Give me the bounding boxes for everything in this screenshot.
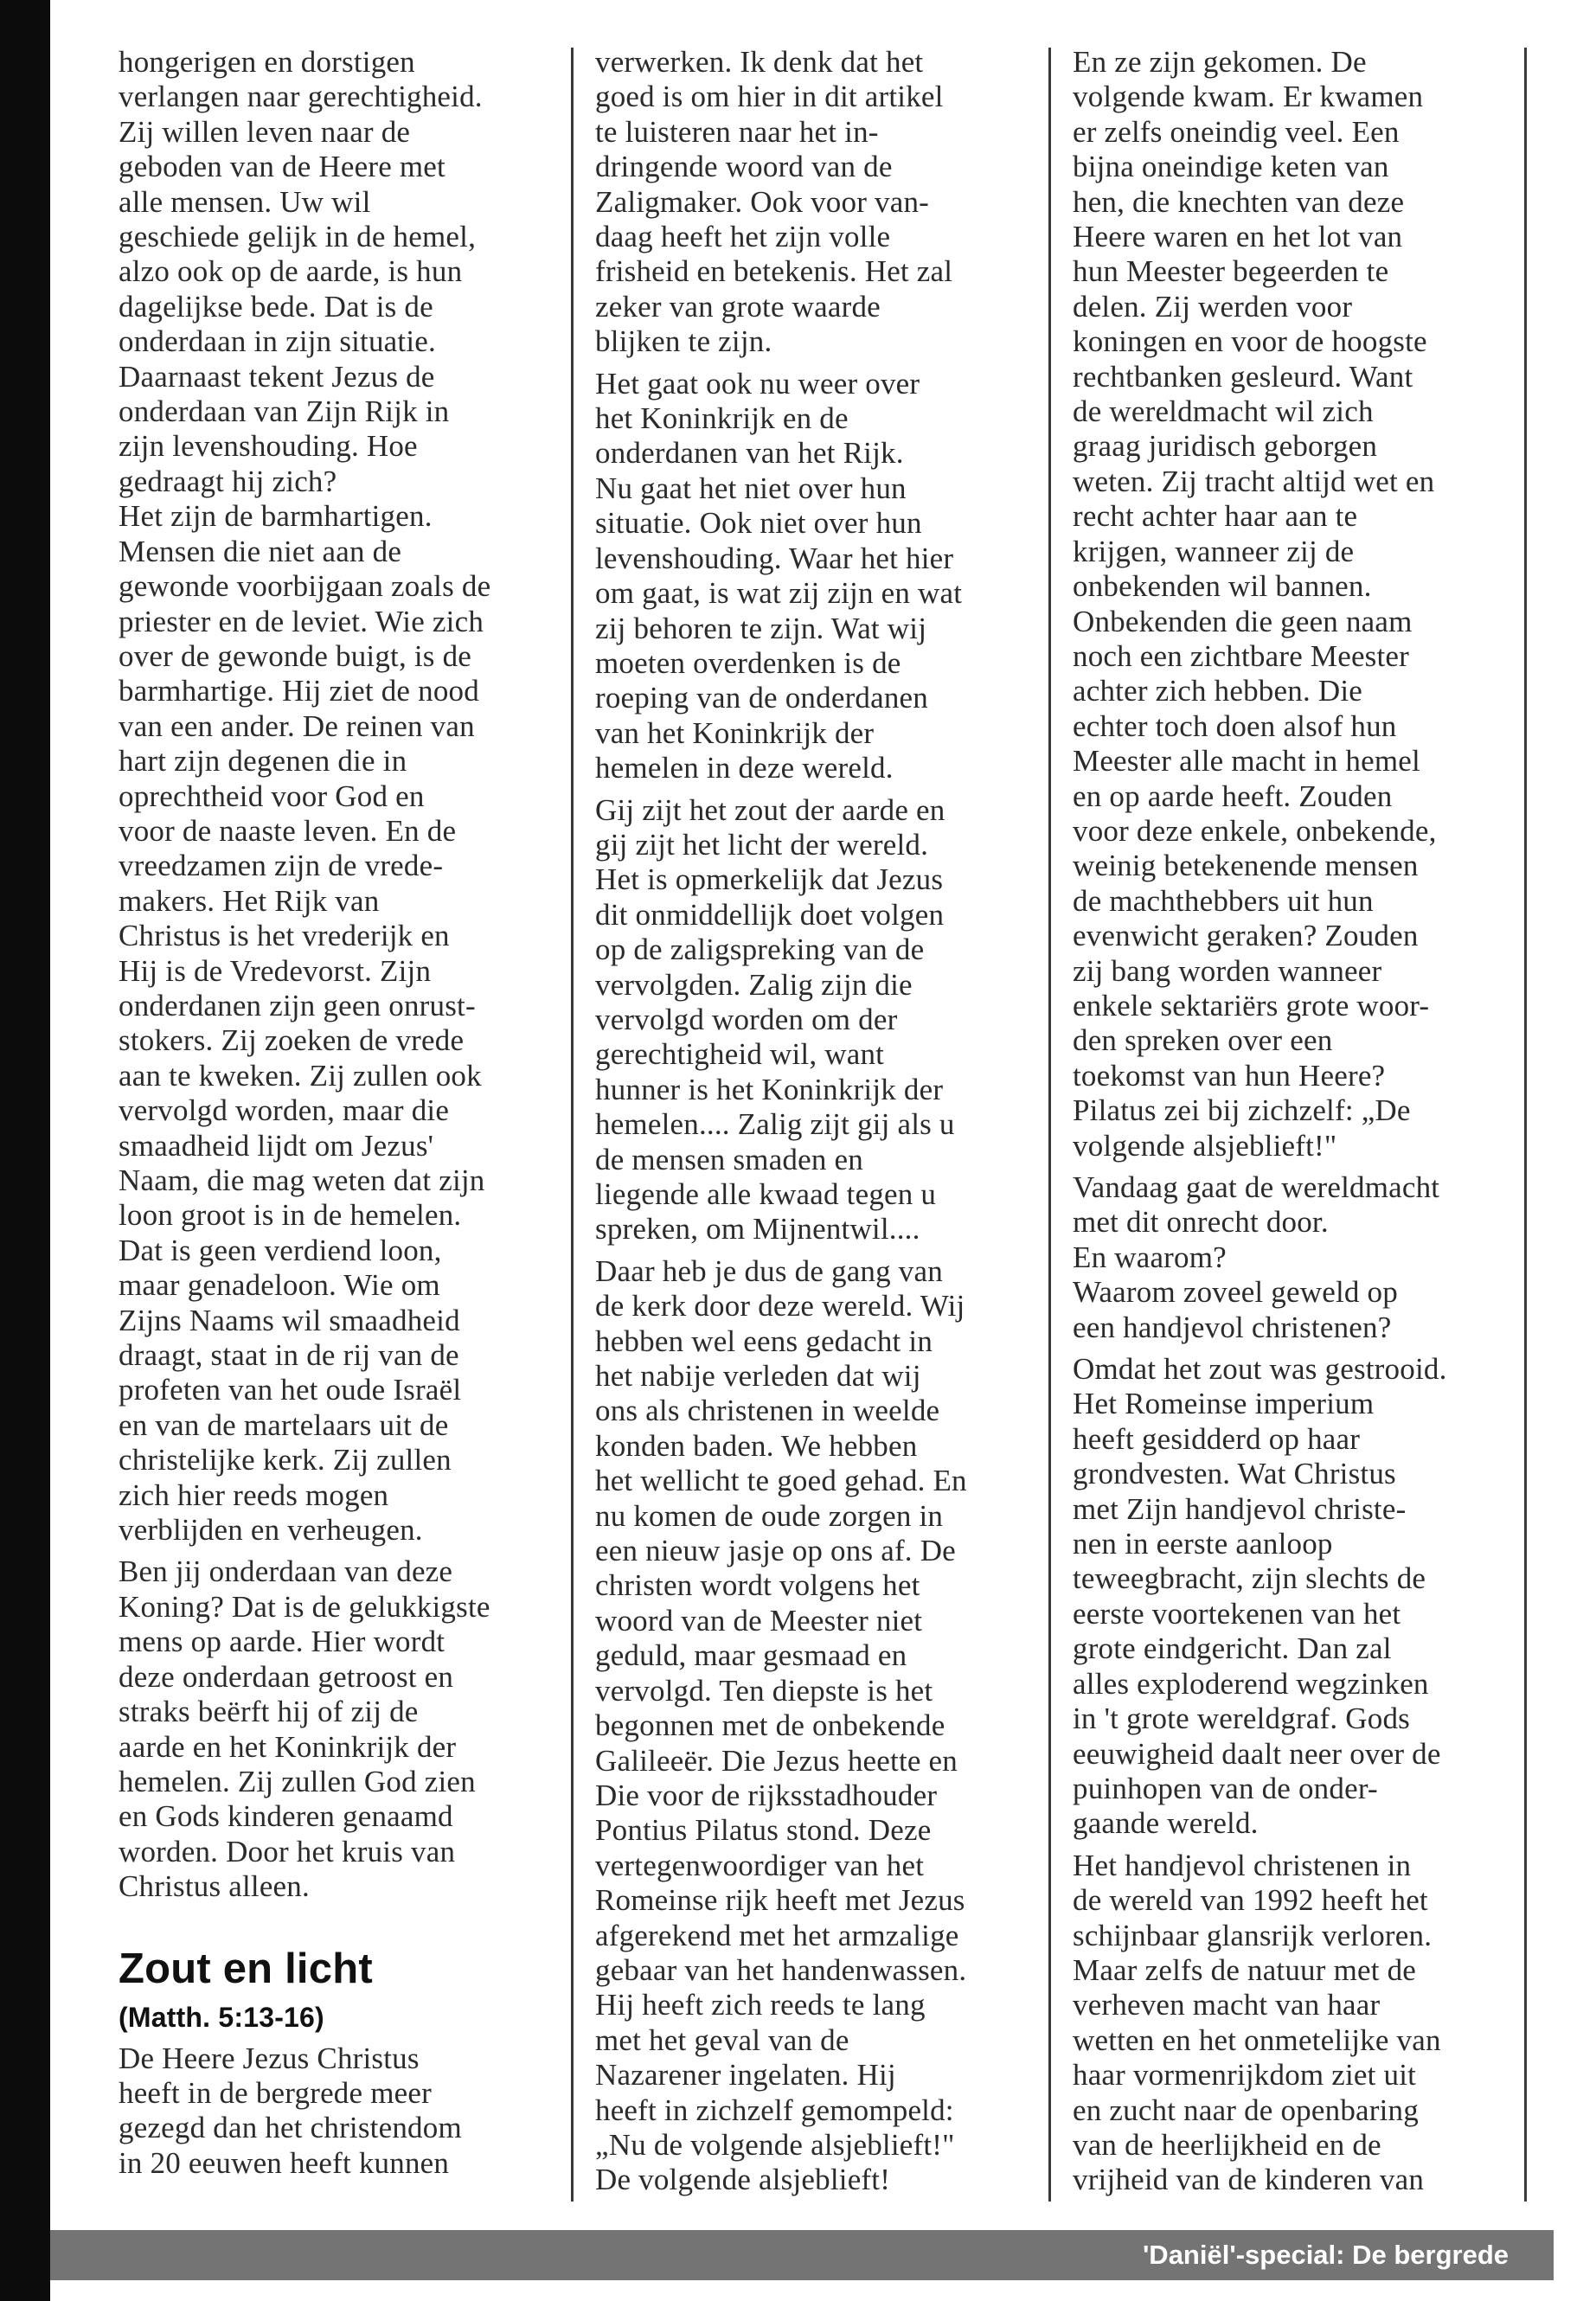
text-line: Onbekenden die geen naam [1073,604,1413,638]
text-line: vertegenwoordiger van het [595,1848,925,1882]
text-line: van de heerlijkheid en de [1073,2127,1381,2162]
text-line: geduld, maar gesmaad en [595,1638,907,1673]
text-line: en zucht naar de openbaring [1073,2093,1419,2127]
text-line: eerste voortekenen van het [1073,1596,1401,1631]
text-line: Romeinse rijk heeft met Jezus [595,1883,965,1918]
text-line: de wereldmacht wil zich [1073,394,1374,429]
text-line: mens op aarde. Hier wordt [119,1625,445,1659]
text-line: op de zaligspreking van de [595,933,925,967]
text-line: heeft gesidderd op haar [1073,1421,1361,1456]
text-line: aan te kweken. Zij zullen ook [119,1058,482,1093]
text-line: hun Meester begeerden te [1073,254,1389,289]
text-line: dit onmiddellijk doet volgen [595,897,945,932]
text-line: straks beërft hij of zij de [119,1695,419,1729]
text-line: gaande wereld. [1073,1806,1259,1841]
text-line: vervolgd worden, maar die [119,1093,450,1128]
text-line: Nu gaat het niet over hun [595,471,907,505]
text-line: het nabije verleden dat wij [595,1359,921,1394]
column-divider [571,48,574,2202]
text-line: rechtbanken gesleurd. Want [1073,359,1413,394]
footer-title: 'Daniël'-special: De bergrede [1142,2240,1509,2270]
text-line: koningen en voor de hoogste [1073,324,1427,359]
text-line: gewonde voorbijgaan zoals de [119,569,491,604]
text-line: in 20 eeuwen heeft kunnen [119,2145,450,2180]
paragraph [119,2041,555,2182]
text-line: Maar zelfs de natuur met de [1073,1952,1417,1987]
text-line: nu komen de oude zorgen in [595,1498,944,1533]
text-line: Zij willen leven naar de [119,114,411,149]
text-line: vervolgd. Ten diepste is het [595,1673,933,1708]
text-line: En ze zijn gekomen. De [1073,45,1367,79]
text-line: Mensen die niet aan de [119,534,402,568]
text-line: dagelijkse bede. Dat is de [119,289,433,324]
text-line: voor de naaste leven. En de [119,813,457,848]
text-line: Galileeër. Die Jezus heette en [595,1743,958,1778]
text-line: roeping van de onderdanen [595,681,928,715]
text-line: hebben wel eens gedacht in [595,1324,933,1358]
text-line: Meester alle macht in hemel [1073,744,1420,779]
text-line: de mensen smaden en [595,1142,863,1176]
text-line: goed is om hier in dit artikel [595,80,944,114]
text-line: begonnen met de onbekende [595,1708,945,1743]
text-line: en Gods kinderen genaamd [119,1799,453,1834]
paragraph [119,45,555,1548]
text-line: Koning? Dat is de gelukkigste [119,1589,490,1624]
text-line: dringende woord van de [595,150,893,184]
column-divider [1524,48,1527,2202]
text-line: worden. Door het kruis van [119,1834,456,1868]
text-line: gedraagt hij zich? [119,464,337,498]
text-line: met Zijn handjevol christe- [1073,1491,1407,1526]
text-line: enkele sektariërs grote woor- [1073,988,1430,1022]
text-line: vervolgd worden om der [595,1002,898,1036]
text-line: deze onderdaan getroost en [119,1659,454,1694]
text-line: barmhartige. Hij ziet de nood [119,674,479,708]
text-line: krijgen, wanneer zij de [1073,534,1355,568]
paragraph [1073,1170,1514,1345]
text-line: noch een zichtbare Meester [1073,638,1410,673]
text-line: echter toch doen alsof hun [1073,708,1397,743]
text-line: aarde en het Koninkrijk der [119,1729,457,1764]
text-line: spreken, om Mijnentwil.... [595,1212,920,1247]
text-line: recht achter haar aan te [1073,499,1358,534]
text-line: verlangen naar gerechtigheid. [119,80,483,114]
text-line: levenshouding. Waar het hier [595,541,954,575]
text-line: De volgende alsjeblieft! [595,2163,891,2197]
text-line: frisheid en betekenis. Het zal [595,254,953,289]
text-line: grote eindgericht. Dan zal [1073,1631,1392,1666]
text-line: Ben jij onderdaan van deze [119,1554,453,1589]
text-line: blijken te zijn. [595,324,772,359]
text-line: alzo ook op de aarde, is hun [119,254,463,289]
text-line: zij behoren te zijn. Wat wij [595,611,927,645]
text-line: achter zich hebben. Die [1073,674,1362,708]
text-line: schijnbaar glansrijk verloren. [1073,1918,1433,1952]
paragraph [1073,45,1514,1163]
article-column-2 [595,45,1032,2208]
text-line: graag juridisch geborgen [1073,429,1378,464]
text-line: zij bang worden wanneer [1073,953,1382,988]
text-line: De Heere Jezus Christus [119,2041,420,2075]
text-line: moeten overdenken is de [595,645,901,680]
text-line: Pilatus zei bij zichzelf: „De [1073,1093,1411,1128]
text-line: hunner is het Koninkrijk der [595,1072,944,1106]
text-line: met dit onrecht door. [1073,1205,1329,1240]
text-line: daag heeft het zijn volle [595,220,891,254]
text-line: eeuwigheid daalt neer over de [1073,1736,1441,1771]
text-line: loon groot is in de hemelen. [119,1198,462,1233]
text-line: het wellicht te goed gehad. En [595,1464,967,1498]
text-line: onderdaan in zijn situatie. [119,324,436,359]
text-line: profeten van het oude Israël [119,1373,462,1407]
paragraph [595,793,1032,1247]
text-line: geschiede gelijk in de hemel, [119,220,477,254]
text-line: zijn levenshouding. Hoe [119,429,418,464]
section-subheading: (Matth. 5:13-16) [119,2001,324,2033]
text-line: gebaar van het handenwassen. [595,1952,967,1987]
text-line: vreedzamen zijn de vrede- [119,849,444,883]
text-line: Daar heb je dus de gang van [595,1253,943,1288]
text-line: in 't grote wereldgraf. Gods [1073,1702,1410,1736]
text-line: ons als christenen in weelde [595,1394,940,1428]
text-line: bijna oneindige keten van [1073,150,1389,184]
text-line: en van de martelaars uit de [119,1407,449,1442]
text-line: verheven macht van haar [1073,1988,1381,2022]
text-line: Die voor de rijksstadhouder [595,1778,938,1812]
text-line: alle mensen. Uw wil [119,184,371,219]
text-line: weten. Zij tracht altijd wet en [1073,464,1435,498]
text-line: wetten en het onmetelijke van [1073,2022,1441,2057]
text-line: Naam, die mag weten dat zijn [119,1163,485,1197]
text-line: onderdaan van Zijn Rijk in [119,394,450,429]
paragraph [595,45,1032,360]
text-line: teweegbracht, zijn slechts de [1073,1561,1426,1596]
text-line: van het Koninkrijk der [595,715,875,750]
text-line: Zaligmaker. Ook voor van- [595,184,930,219]
text-line: weinig betekenende mensen [1073,849,1419,883]
text-line: verwerken. Ik denk dat het [595,45,924,79]
text-line: puinhopen van de onder- [1073,1771,1378,1805]
text-line: hen, die knechten van deze [1073,184,1405,219]
text-line: onderdanen zijn geen onrust- [119,988,476,1022]
text-line: Heere waren en het lot van [1073,220,1403,254]
text-line: zich hier reeds mogen [119,1477,389,1512]
text-line: heeft in zichzelf gemompeld: [595,2093,954,2127]
text-line: zeker van grote waarde [595,289,881,324]
article-column-1 [119,45,555,2208]
text-line: Waarom zoveel geweld op [1073,1275,1398,1310]
text-line: heeft in de bergrede meer [119,2075,432,2110]
text-line: een handjevol christenen? [1073,1310,1392,1344]
text-line: draagt, staat in de rij van de [119,1338,459,1373]
text-line: hart zijn degenen die in [119,744,407,779]
paragraph [119,1554,555,1904]
text-line: Zijns Naams wil smaadheid [119,1303,460,1337]
text-line: afgerekend met het armzalige [595,1918,959,1952]
text-line: er zelfs oneindig veel. Een [1073,114,1400,149]
text-line: vervolgden. Zalig zijn die [595,967,913,1002]
text-line: een nieuw jasje op ons af. De [595,1534,956,1568]
text-line: Het handjevol christenen in [1073,1848,1412,1882]
text-line: christelijke kerk. Zij zullen [119,1443,452,1477]
text-line: Het Romeinse imperium [1073,1387,1375,1421]
left-edge-bar [0,0,50,2301]
text-line: over de gewonde buigt, is de [119,638,471,673]
text-line: en op aarde heeft. Zouden [1073,779,1393,813]
paragraph [1073,1849,1514,2198]
text-line: Gij zijt het zout der aarde en [595,792,945,827]
text-line: smaadheid lijdt om Jezus' [119,1128,434,1163]
text-line: stokers. Zij zoeken de vrede [119,1023,465,1058]
text-line: situatie. Ook niet over hun [595,506,922,541]
text-line: maar genadeloon. Wie om [119,1268,440,1303]
text-line: Daarnaast tekent Jezus de [119,359,435,394]
text-line: te luisteren naar het in- [595,114,879,149]
column-divider [1048,48,1051,2202]
text-line: gerechtigheid wil, want [595,1037,885,1072]
article-column-3 [1073,45,1514,2208]
paragraph [1073,1352,1514,1842]
text-line: christen wordt volgens het [595,1568,920,1603]
text-line: toekomst van hun Heere? [1073,1058,1386,1093]
text-line: om gaat, is wat zij zijn en wat [595,576,963,611]
text-line: makers. Het Rijk van [119,883,380,918]
text-line: Hij is de Vredevorst. Zijn [119,953,432,988]
text-line: hemelen. Zij zullen God zien [119,1764,476,1798]
text-line: „Nu de volgende alsjeblieft!" [595,2127,955,2162]
paragraph [595,1254,1032,2198]
text-line: de kerk door deze wereld. Wij [595,1289,965,1324]
text-line: Hij heeft zich reeds te lang [595,1988,926,2022]
text-line: hemelen in deze wereld. [595,751,894,785]
text-line: onbekenden wil bannen. [1073,569,1372,604]
text-line: En waarom? [1073,1240,1227,1274]
text-line: verblijden en verheugen. [119,1513,423,1548]
text-line: Nazarener ingelaten. Hij [595,2058,896,2093]
text-line: delen. Zij werden voor [1073,289,1353,324]
text-line: haar vormenrijkdom ziet uit [1073,2058,1417,2093]
text-line: Omdat het zout was gestrooid. [1073,1352,1447,1387]
text-line: Vandaag gaat de wereldmacht [1073,1170,1440,1204]
text-line: hongerigen en dorstigen [119,45,415,79]
paragraph [595,367,1032,786]
text-line: vrijheid van de kinderen van [1073,2163,1425,2197]
text-line: hemelen.... Zalig zijt gij als u [595,1107,955,1142]
text-line: geboden van de Heere met [119,150,445,184]
text-line: alles exploderend wegzinken [1073,1666,1429,1701]
text-line: evenwicht geraken? Zouden [1073,919,1419,953]
text-line: volgende alsjeblieft!" [1073,1128,1337,1163]
text-line: onderdanen van het Rijk. [595,436,904,471]
text-line: nen in eerste aanloop [1073,1527,1333,1561]
text-line: het Koninkrijk en de [595,401,849,436]
text-line: de wereld van 1992 heeft het [1073,1883,1428,1918]
text-line: grondvesten. Wat Christus [1073,1457,1396,1491]
text-line: met het geval van de [595,2022,849,2057]
text-line: volgende kwam. Er kwamen [1073,80,1424,114]
text-line: oprechtheid voor God en [119,779,425,813]
text-line: konden baden. We hebben [595,1428,918,1463]
text-line: Pontius Pilatus stond. Deze [595,1813,932,1848]
text-line: de machthebbers uit hun [1073,883,1374,918]
text-line: Christus is het vrederijk en [119,919,450,953]
text-line: woord van de Meester niet [595,1603,923,1638]
text-line: den spreken over een [1073,1023,1333,1058]
text-line: Het zijn de barmhartigen. [119,499,433,534]
text-line: priester en de leviet. Wie zich [119,604,484,638]
text-line: liegende alle kwaad tegen u [595,1177,937,1211]
text-line: Het is opmerkelijk dat Jezus [595,862,944,897]
text-line: van een ander. De reinen van [119,708,475,743]
text-line: gezegd dan het christendom [119,2111,462,2145]
text-line: gij zijt het licht der wereld. [595,827,929,862]
text-line: voor deze enkele, onbekende, [1073,813,1437,848]
section-heading: Zout en licht [119,1945,373,1992]
text-line: Het gaat ook nu weer over [595,366,920,401]
text-line: Christus alleen. [119,1869,310,1904]
page-footer [50,2230,1554,2280]
text-line: Dat is geen verdiend loon, [119,1233,442,1267]
